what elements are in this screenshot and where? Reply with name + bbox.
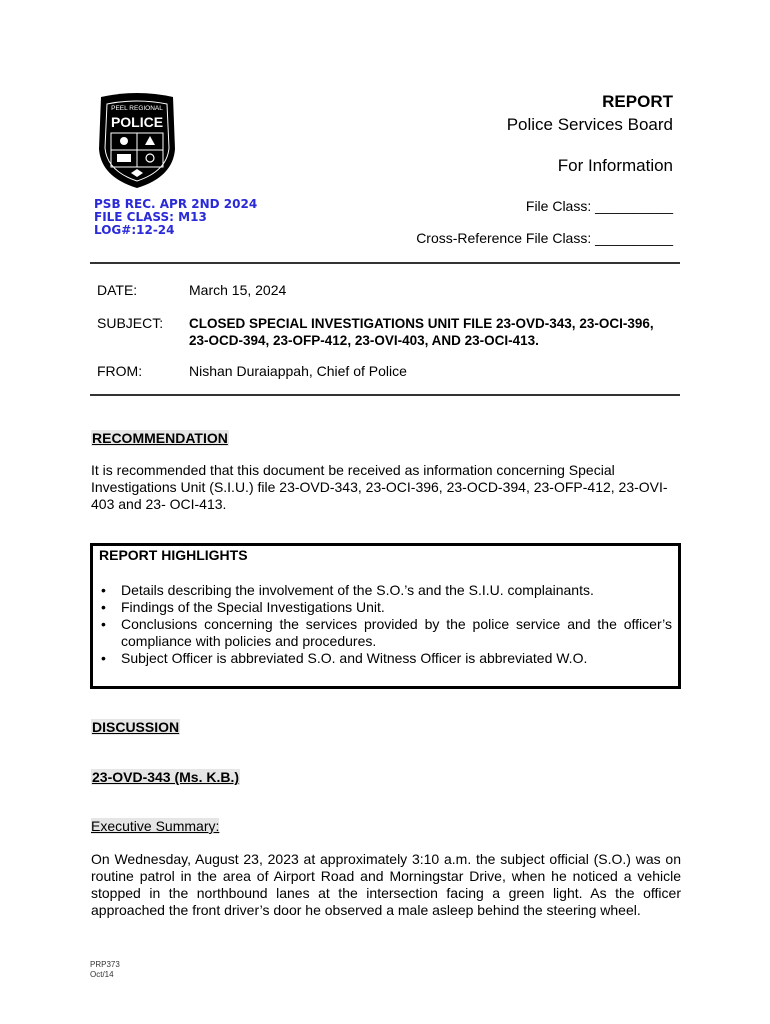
- peel-police-logo: [95, 93, 179, 189]
- highlights-list: [100, 582, 672, 667]
- date-value: March 15, 2024: [189, 282, 287, 298]
- from-label: FROM:: [97, 363, 143, 379]
- bullet-icon: •: [101, 582, 106, 598]
- file-class: File Class: __________: [525, 198, 673, 214]
- highlight-text: Conclusions concerning the services provided by the police service and the officer’s compliance with policies and procedures.: [121, 616, 672, 649]
- recommendation-text: [91, 462, 681, 513]
- stamp-line-rec: PSB REC. APR 2ND 2024: [94, 197, 258, 211]
- logo-main-text: POLICE: [110, 114, 164, 130]
- subject-line-2: 23-OCD-394, 23-OFP-412, 23-OVI-403, AND 23-OCI-413.: [189, 333, 539, 348]
- stamp-line-log: LOG#:12-24: [94, 223, 175, 237]
- recommendation-line-2: Investigations Unit (S.I.U.) file 23-OVD-343, 23-OCI-396, 23-OCD-394, 23-OFP-412, 23-OVI-: [91, 479, 668, 495]
- board-name: Police Services Board: [506, 115, 673, 134]
- executive-summary-heading: Executive Summary:: [91, 818, 220, 834]
- subject-line-1: CLOSED SPECIAL INVESTIGATIONS UNIT FILE 23-OVD-343, 23-OCI-396,: [189, 316, 654, 331]
- date-label: DATE:: [97, 282, 138, 298]
- report-title: REPORT: [602, 92, 673, 111]
- from-value: Nishan Duraiappah, Chief of Police: [189, 363, 407, 379]
- bullet-icon: •: [101, 616, 106, 632]
- report-highlights-title: REPORT HIGHLIGHTS: [99, 547, 248, 563]
- executive-summary-text: On Wednesday, August 23, 2023 at approximately 3:10 a.m. the subject official (S.O.) was on routine patrol in the area of Airport Road and Morningstar Drive, when he noticed a vehicle stopped in the northbound lanes at the intersection facing a green light. As the officer approached the front driver’s door he observed a male asleep behind the steering wheel.: [91, 851, 681, 918]
- receipt-stamp: [94, 198, 257, 237]
- highlight-item: [100, 616, 672, 650]
- header-divider: [90, 262, 680, 264]
- highlight-text: Subject Officer is abbreviated S.O. and Witness Officer is abbreviated W.O.: [121, 650, 588, 666]
- recommendation-heading: RECOMMENDATION: [92, 430, 228, 446]
- cross-reference-file-class: Cross-Reference File Class: __________: [416, 230, 673, 246]
- subject-value: [189, 315, 689, 349]
- highlight-item: [100, 599, 672, 616]
- discussion-heading: DISCUSSION: [92, 719, 180, 735]
- form-date: Oct/14: [90, 970, 114, 979]
- recommendation-line-3: 403 and 23- OCI-413.: [91, 496, 227, 512]
- highlight-item: [100, 650, 672, 667]
- bullet-icon: •: [101, 650, 106, 666]
- case-heading: 23-OVD-343 (Ms. K.B.): [92, 769, 240, 785]
- highlight-text: Findings of the Special Investigations Unit.: [121, 599, 385, 615]
- highlight-item: [100, 582, 672, 599]
- form-code: PRP373: [90, 960, 120, 969]
- highlight-text: Details describing the involvement of the S.O.’s and the S.I.U. complainants.: [121, 582, 594, 598]
- meta-divider: [90, 394, 680, 396]
- subject-label: SUBJECT:: [97, 315, 164, 331]
- recommendation-line-1: It is recommended that this document be received as information concerning Special: [91, 462, 615, 478]
- stamp-line-file-class: FILE CLASS: M13: [94, 210, 207, 224]
- logo-top-text: PEEL REGIONAL: [111, 105, 163, 112]
- bullet-icon: •: [101, 599, 106, 615]
- form-footer: [90, 960, 120, 980]
- for-information: For Information: [557, 156, 673, 175]
